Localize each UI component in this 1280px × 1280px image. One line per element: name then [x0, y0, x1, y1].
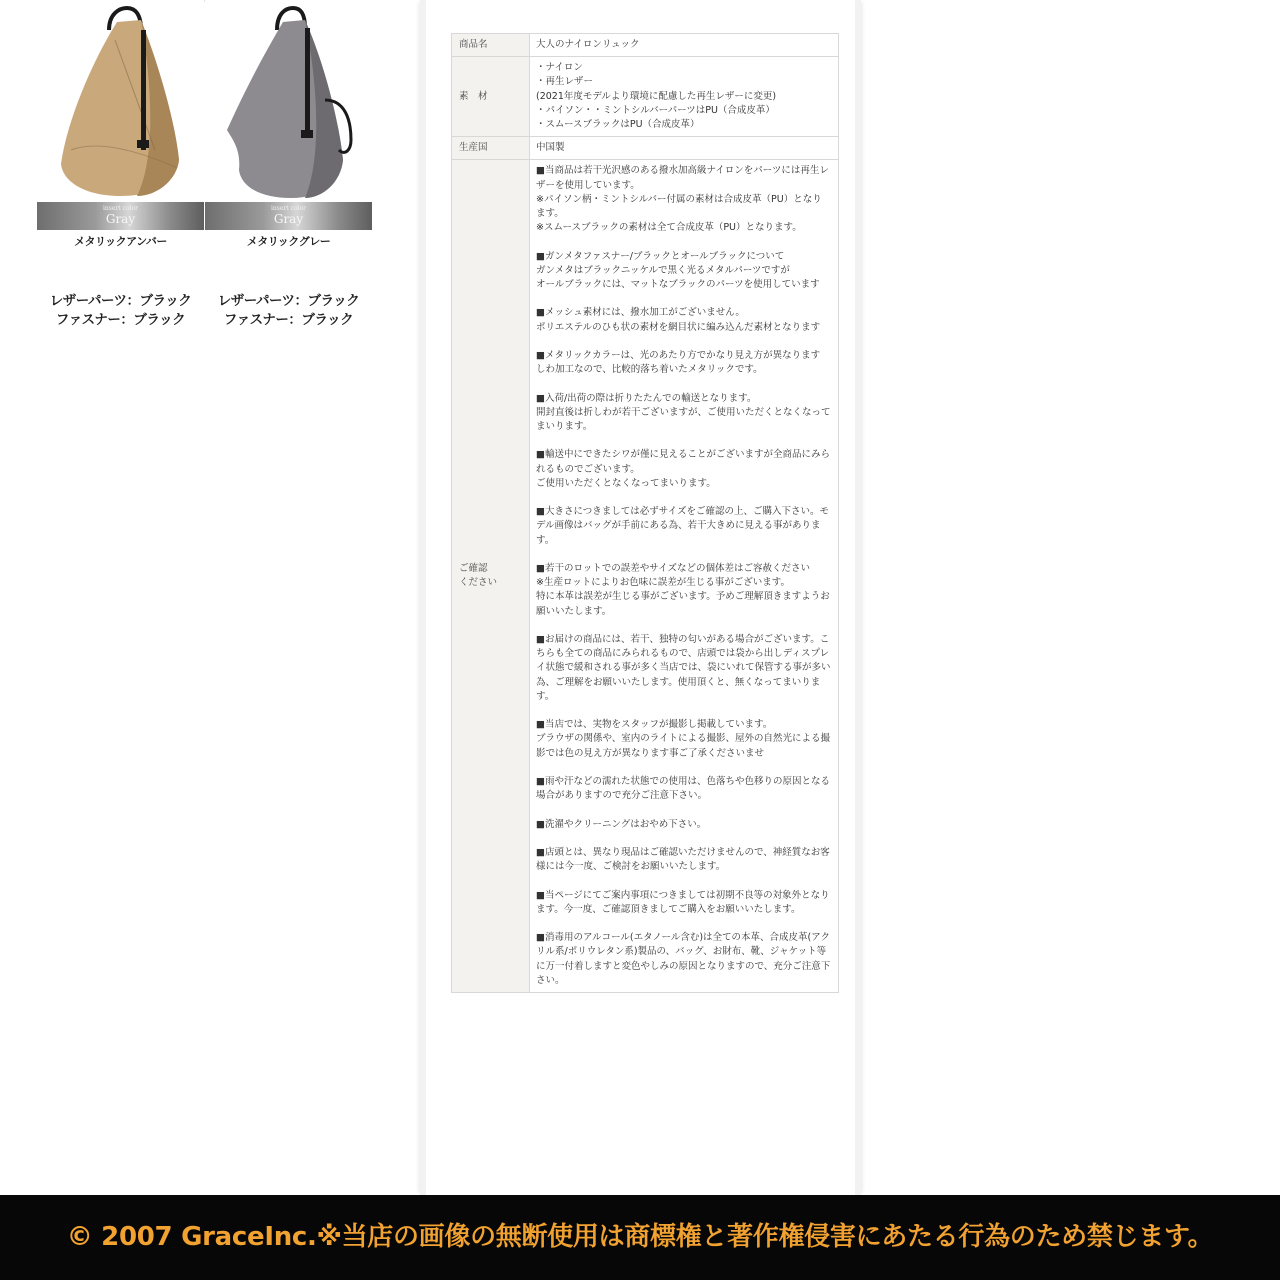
spec-label: 商品名	[452, 34, 530, 57]
notes-line: しわ加工なので、比較的落ち着いたメタリックです。	[536, 364, 763, 376]
leather-parts-text: レザーパーツ：ブラック	[49, 293, 192, 309]
notes-label-line: ください	[459, 577, 498, 589]
color-swatch-bar	[37, 202, 204, 230]
fastener-text: ファスナー：ブラック	[223, 312, 354, 328]
spec-row-notes	[452, 160, 839, 993]
spec-label: 素 材	[452, 57, 530, 137]
spec-value: 大人のナイロンリュック	[530, 34, 839, 57]
notes-line: ■メタリックカラーは、光のあたり方でかなり見え方が異なります	[536, 350, 821, 362]
product-photo-gray[interactable]	[205, 0, 372, 202]
parts-info	[37, 292, 204, 330]
notes-line: 開封直後は折しわが若干ございますが、ご使用いただくとなくなってまいります。	[536, 406, 831, 433]
notes-line: ブラウザの関係や、室内のライトによる撮影、屋外の自然光による撮影では色の見え方が異なります事ご了承くださいませ	[536, 733, 831, 759]
paragraph-gap	[536, 292, 831, 306]
color-name: メタリックグレー	[246, 235, 331, 248]
notes-line: ご使用いただくとなくなってまいります。	[536, 477, 716, 489]
paragraph-gap	[536, 874, 831, 888]
notes-line: ■大きさにつきましては必ずサイズをご確認の上、ご購入下さい。モデル画像はバッグが手前にある為、若干大きめに見える事があります。	[536, 506, 830, 546]
paragraph-gap	[536, 377, 831, 391]
paragraph-gap	[536, 434, 831, 448]
spec-row-name	[452, 34, 839, 57]
notes-line: ■洗濯やクリーニングはおやめ下さい。	[536, 818, 707, 830]
spec-row-origin	[452, 137, 839, 160]
spec-table	[451, 33, 839, 993]
notes-line: ■雨や汗などの濡れた状態での使用は、色落ちや色移りの原因となる場合がありますので充分ご注意下さい。	[536, 776, 830, 802]
material-line: ・パイソン・・ミントシルバーパーツはPU（合成皮革）	[536, 104, 775, 116]
notes-line: ■当店では、実物をスタッフが撮影し掲載しています。	[536, 719, 773, 731]
notes-line: ■当商品は若干光沢感のある撥水加高級ナイロンをパーツには再生レザーを使用しています。	[536, 165, 829, 191]
notes-line: ■入荷/出荷の際は折りたたんでの輸送となります。	[536, 392, 757, 404]
fastener-text: ファスナー：ブラック	[55, 312, 186, 328]
notes-label-line: ご確認	[459, 563, 488, 574]
paragraph-gap	[536, 619, 831, 633]
paragraph-gap	[536, 335, 831, 349]
notes-line: ■当ページにてご案内事項につきましては初期不良等の対象外となります。今一度、ご確認頂きましてご購入をお願いいたします。	[536, 889, 830, 915]
copyright-text: © 2007 GraceInc.※当店の画像の無断使用は商標権と著作権侵害にあたる行為のため禁じます。	[66, 1222, 1214, 1252]
product-card-gray[interactable]	[205, 0, 372, 330]
paragraph-gap	[536, 917, 831, 931]
copyright-footer	[0, 1195, 1280, 1280]
paragraph-gap	[536, 832, 831, 846]
material-line: ・スムースブラックはPU（合成皮革）	[536, 119, 700, 131]
notes-line: ガンメタはブラックニッケルで黒く光るメタルパーツですが	[536, 264, 790, 276]
swatch-title: Gray	[273, 212, 304, 226]
leather-parts-text: レザーパーツ：ブラック	[217, 293, 360, 309]
paragraph-gap	[536, 491, 831, 505]
notes-line: ※スムースブラックの素材は全て合成皮革（PU）となります。	[536, 222, 802, 234]
product-photo-amber[interactable]	[37, 0, 204, 202]
material-line: (2021年度モデルより環境に配慮した再生レザーに変更)	[536, 90, 777, 102]
notes-line: ■消毒用のアルコール(エタノール含む)は全ての本革、合成皮革(アクリル系/ポリウレタン系)製品の、バッグ、お財布、靴、ジャケット等に万一付着しますと変色やしみの原因となりますので、充分ご注意下さい。	[536, 932, 831, 986]
notes-line: ※パイソン柄・ミントシルバー付属の素材は合成皮革（PU）となります。	[536, 193, 822, 220]
spec-label	[452, 160, 530, 993]
material-line: ・再生レザー	[536, 76, 594, 88]
spec-value	[530, 57, 839, 137]
paragraph-gap	[536, 548, 831, 562]
notes-line: ■若干のロットでの誤差やサイズなどの個体差はご容赦ください	[536, 563, 811, 574]
notes-line: ■店頭とは、異なり現品はご確認いただけませんので、神経質なお客様には今一度、ご検討をお願いいたします。	[536, 846, 830, 873]
spec-value: 中国製	[530, 137, 839, 160]
paragraph-gap	[536, 803, 831, 817]
notes-line: ■お届けの商品には、若干、独特の匂いがある場合がございます。こちらも全ての商品にみられるもので、店頭では袋から出しディスプレイ状態で緩和される事が多く当店では、袋にいれて保管する事が多い為、ご理解をお願いいたします。使用頂くと、無くなってまいります。	[536, 634, 831, 702]
notes-line: 特に本革は誤差が生じる事がございます。予めご理解頂きますようお願いいたします。	[536, 591, 830, 617]
color-name: メタリックアンバー	[74, 235, 167, 248]
notes-line: ■メッシュ素材には、撥水加工がございません。	[536, 307, 745, 319]
notes-content	[530, 160, 839, 993]
spec-label: 生産国	[452, 137, 530, 160]
backpack-gray-image	[205, 0, 372, 202]
spec-row-material	[452, 57, 839, 137]
product-card-amber[interactable]	[37, 0, 204, 330]
paragraph-gap	[536, 704, 831, 718]
swatch-caption: insert color	[271, 205, 306, 212]
notes-line: ■輸送中にできたシワが僅に見えることがございますが全商品にみられるものでございます。	[536, 449, 830, 475]
notes-line: ポリエステルのひも状の素材を網目状に編み込んだ素材となります	[536, 321, 821, 333]
color-swatch-bar	[205, 202, 372, 230]
swatch-title: Gray	[105, 212, 136, 226]
notes-line: ■ガンメタファスナー/ブラックとオールブラックについて	[536, 250, 785, 262]
notes-line: オールブラックには、マットなブラックのパーツを使用しています	[536, 279, 820, 291]
paragraph-gap	[536, 235, 831, 249]
paragraph-gap	[536, 761, 831, 775]
parts-info	[205, 292, 372, 330]
material-line: ・ナイロン	[536, 62, 583, 74]
swatch-caption: insert color	[103, 205, 138, 212]
backpack-amber-image	[37, 0, 204, 202]
notes-line: ※生産ロットによりお色味に誤差が生じる事がございます。	[536, 577, 791, 589]
